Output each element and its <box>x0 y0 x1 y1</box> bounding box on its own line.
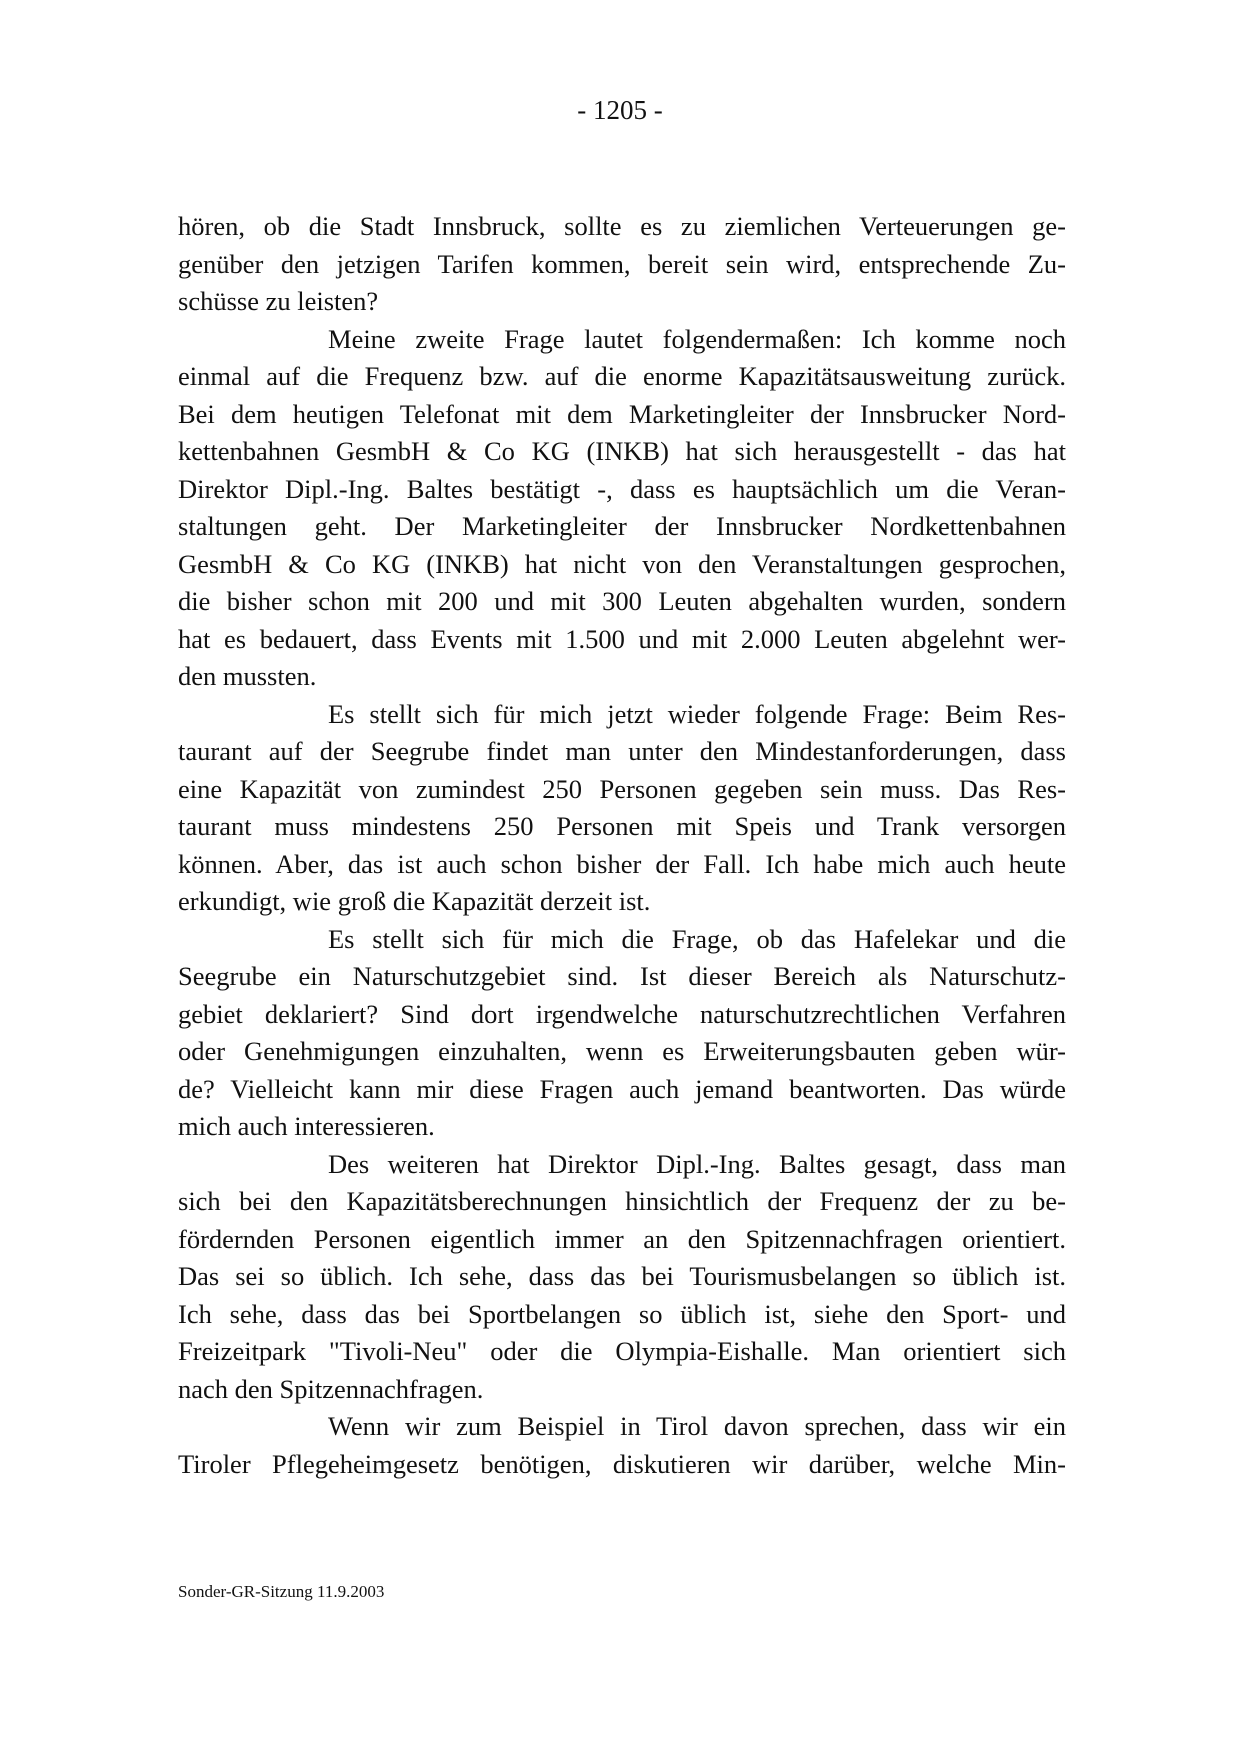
text-line: sich bei den Kapazitätsberechnungen hinsichtlich der Frequenz der zu be- <box>178 1186 1066 1216</box>
text-line: Des weiteren hat Direktor Dipl.-Ing. Baltes gesagt, dass man <box>328 1148 1066 1179</box>
text-line: mich auch interessieren. <box>178 1111 435 1141</box>
text-line: schüsse zu leisten? <box>178 286 379 316</box>
text-line: Das sei so üblich. Ich sehe, dass das bei Tourismusbelangen so üblich ist. <box>178 1261 1066 1291</box>
text-line: erkundigt, wie groß die Kapazität derzeit ist. <box>178 886 651 916</box>
text-line: Meine zweite Frage lautet folgendermaßen: Ich komme noch <box>328 323 1066 354</box>
text-line: hören, ob die Stadt Innsbruck, sollte es zu ziemlichen Verteuerungen ge- <box>178 211 1066 241</box>
text-line: staltungen geht. Der Marketingleiter der Innsbrucker Nordkettenbahnen <box>178 511 1066 541</box>
text-line: Es stellt sich für mich jetzt wieder folgende Frage: Beim Res- <box>328 698 1066 729</box>
text-line: können. Aber, das ist auch schon bisher der Fall. Ich habe mich auch heute <box>178 848 1066 879</box>
text-line: einmal auf die Frequenz bzw. auf die enorme Kapazitätsausweitung zurück. <box>178 361 1066 391</box>
text-line: kettenbahnen GesmbH & Co KG (INKB) hat sich herausgestellt - das hat <box>178 436 1066 466</box>
text-line: Seegrube ein Naturschutzgebiet sind. Ist dieser Bereich als Naturschutz- <box>178 961 1066 991</box>
text-line: taurant auf der Seegrube findet man unter den Mindestanforderungen, dass <box>178 736 1066 766</box>
text-line: den mussten. <box>178 661 317 691</box>
body-text <box>178 208 1066 1483</box>
text-line: Es stellt sich für mich die Frage, ob das Hafelekar und die <box>328 923 1066 954</box>
paragraph <box>178 208 1066 321</box>
text-line: Bei dem heutigen Telefonat mit dem Marketingleiter der Innsbrucker Nord- <box>178 398 1066 429</box>
text-line: eine Kapazität von zumindest 250 Personen gegeben sein muss. Das Res- <box>178 773 1066 804</box>
paragraph <box>178 921 1066 1146</box>
text-line: Wenn wir zum Beispiel in Tirol davon sprechen, dass wir ein <box>328 1411 1066 1441</box>
text-line: gebiet deklariert? Sind dort irgendwelche naturschutzrechtlichen Verfahren <box>178 998 1066 1029</box>
text-line: hat es bedauert, dass Events mit 1.500 und mit 2.000 Leuten abgelehnt wer- <box>178 623 1066 654</box>
page-number: - 1205 - <box>577 95 663 125</box>
paragraph <box>178 1146 1066 1409</box>
paragraph <box>178 1408 1066 1483</box>
text-line: GesmbH & Co KG (INKB) hat nicht von den Veranstaltungen gesprochen, <box>178 548 1066 579</box>
text-line: genüber den jetzigen Tarifen kommen, bereit sein wird, entsprechende Zu- <box>178 248 1066 279</box>
text-line: Freizeitpark "Tivoli-Neu" oder die Olympia-Eishalle. Man orientiert sich <box>178 1336 1066 1366</box>
text-line: taurant muss mindestens 250 Personen mit Speis und Trank versorgen <box>178 811 1066 841</box>
paragraph <box>178 696 1066 921</box>
text-line: Tiroler Pflegeheimgesetz benötigen, diskutieren wir darüber, welche Min- <box>178 1448 1066 1479</box>
text-line: Ich sehe, dass das bei Sportbelangen so üblich ist, siehe den Sport- und <box>178 1298 1066 1329</box>
text-line: de? Vielleicht kann mir diese Fragen auch jemand beantworten. Das würde <box>178 1073 1066 1104</box>
text-line: fördernden Personen eigentlich immer an den Spitzennachfragen orientiert. <box>178 1223 1066 1254</box>
text-line: die bisher schon mit 200 und mit 300 Leuten abgehalten wurden, sondern <box>178 586 1066 616</box>
footer: Sonder-GR-Sitzung 11.9.2003 <box>178 1582 385 1601</box>
text-line: Direktor Dipl.-Ing. Baltes bestätigt -, dass es hauptsächlich um die Veran- <box>178 473 1066 504</box>
text-line: nach den Spitzennachfragen. <box>178 1373 484 1404</box>
paragraph <box>178 321 1066 696</box>
text-line: oder Genehmigungen einzuhalten, wenn es Erweiterungsbauten geben wür- <box>178 1036 1066 1066</box>
